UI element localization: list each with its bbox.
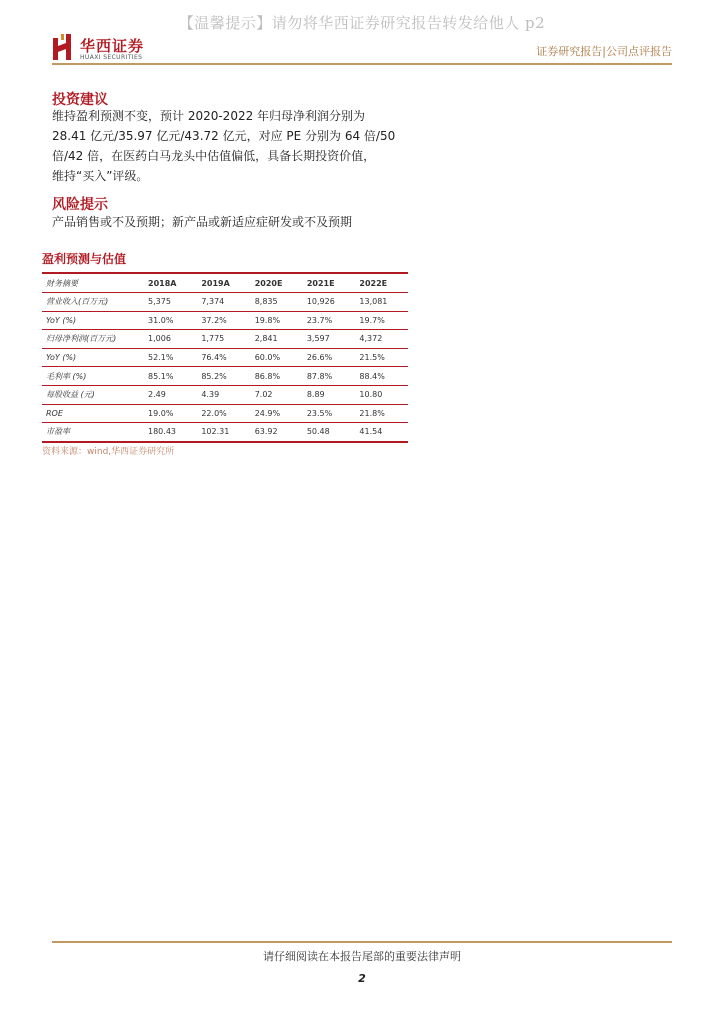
table-row <box>42 404 408 423</box>
table-cell: 1,006 <box>144 330 197 349</box>
table-cell: 26.6% <box>303 348 356 367</box>
row-label: 每股收益 (元) <box>42 385 144 404</box>
table-cell: 50.48 <box>303 423 356 442</box>
row-label: 市盈率 <box>42 423 144 442</box>
table-cell: 60.0% <box>251 348 303 367</box>
table-row <box>42 367 408 386</box>
table-cell: 19.8% <box>251 311 303 330</box>
huaxi-logo-icon <box>52 34 74 60</box>
legal-notice: 请仔细阅读在本报告尾部的重要法律声明 <box>263 950 461 963</box>
table-cell: 21.8% <box>355 404 408 423</box>
table-source: 资料来源：wind,华西证券研究所 <box>42 447 175 457</box>
table-cell: 85.1% <box>144 367 197 386</box>
table-cell: 3,597 <box>303 330 356 349</box>
table-cell: 87.8% <box>303 367 356 386</box>
brand-name-en: HUAXI SECURITIES <box>80 54 143 61</box>
column-header: 2019A <box>197 273 250 293</box>
table-row <box>42 330 408 349</box>
table-cell: 23.7% <box>303 311 356 330</box>
table-cell: 86.8% <box>251 367 303 386</box>
table-cell: 7,374 <box>197 293 250 312</box>
table-cell: 19.7% <box>355 311 408 330</box>
investment-line: 维持盈利预测不变，预计 2020-2022 年归母净利润分别为 <box>52 109 366 123</box>
brand-name-cn: 华西证券 <box>80 37 145 55</box>
table-cell: 85.2% <box>197 367 250 386</box>
table-cell: 63.92 <box>251 423 303 442</box>
row-label: 毛利率 (%) <box>42 367 144 386</box>
investment-paragraph <box>52 106 412 186</box>
table-row <box>42 293 408 312</box>
table-cell: 31.0% <box>144 311 197 330</box>
table-cell: 2,841 <box>251 330 303 349</box>
column-header: 2018A <box>144 273 197 293</box>
table-cell: 4.39 <box>197 385 250 404</box>
table-cell: 37.2% <box>197 311 250 330</box>
table-cell: 180.43 <box>144 423 197 442</box>
investment-heading: 投资建议 <box>52 92 108 108</box>
investment-line: 倍/42 倍，在医药白马龙头中估值偏低，具备长期投资价值， <box>52 149 376 163</box>
table-cell: 2.49 <box>144 385 197 404</box>
risk-heading: 风险提示 <box>52 197 108 213</box>
table-row <box>42 311 408 330</box>
column-header: 2022E <box>355 273 408 293</box>
table-row <box>42 348 408 367</box>
table-cell: 102.31 <box>197 423 250 442</box>
table-cell: 5,375 <box>144 293 197 312</box>
investment-line: 28.41 亿元/35.97 亿元/43.72 亿元，对应 PE 分别为 64 倍/50 <box>52 129 396 143</box>
table-cell: 22.0% <box>197 404 250 423</box>
table-cell: 52.1% <box>144 348 197 367</box>
financial-summary-table <box>42 272 408 443</box>
page-number: 2 <box>358 972 366 985</box>
table-title: 盈利预测与估值 <box>42 252 127 266</box>
row-label: 归母净利润(百万元) <box>42 330 144 349</box>
table-cell: 24.9% <box>251 404 303 423</box>
table-cell: 8.89 <box>303 385 356 404</box>
risk-text: 产品销售或不及预期；新产品或新适应症研发或不及预期 <box>52 215 353 229</box>
table-row <box>42 423 408 442</box>
table-cell: 7.02 <box>251 385 303 404</box>
table-cell: 88.4% <box>355 367 408 386</box>
column-header: 2020E <box>251 273 303 293</box>
row-label: 营业收入(百万元) <box>42 293 144 312</box>
table-cell: 1,775 <box>197 330 250 349</box>
column-header: 2021E <box>303 273 356 293</box>
table-cell: 10,926 <box>303 293 356 312</box>
table-row <box>42 385 408 404</box>
investment-line: 维持“买入”评级。 <box>52 169 149 183</box>
column-header: 财务摘要 <box>42 273 144 293</box>
footer-divider <box>52 941 672 943</box>
table-cell: 23.5% <box>303 404 356 423</box>
table-cell: 41.54 <box>355 423 408 442</box>
table-cell: 10.80 <box>355 385 408 404</box>
row-label: YoY (%) <box>42 348 144 367</box>
table-header-row <box>42 273 408 293</box>
report-type: 证券研究报告|公司点评报告 <box>536 45 672 58</box>
table-cell: 13,081 <box>355 293 408 312</box>
table-cell: 4,372 <box>355 330 408 349</box>
table-cell: 76.4% <box>197 348 250 367</box>
row-label: ROE <box>42 404 144 423</box>
row-label: YoY (%) <box>42 311 144 330</box>
brand-logo <box>52 34 162 66</box>
table-cell: 19.0% <box>144 404 197 423</box>
watermark: 【温馨提示】请勿将华西证券研究报告转发给他人 p2 <box>178 14 546 32</box>
table-cell: 8,835 <box>251 293 303 312</box>
header-divider <box>52 63 672 65</box>
table-cell: 21.5% <box>355 348 408 367</box>
